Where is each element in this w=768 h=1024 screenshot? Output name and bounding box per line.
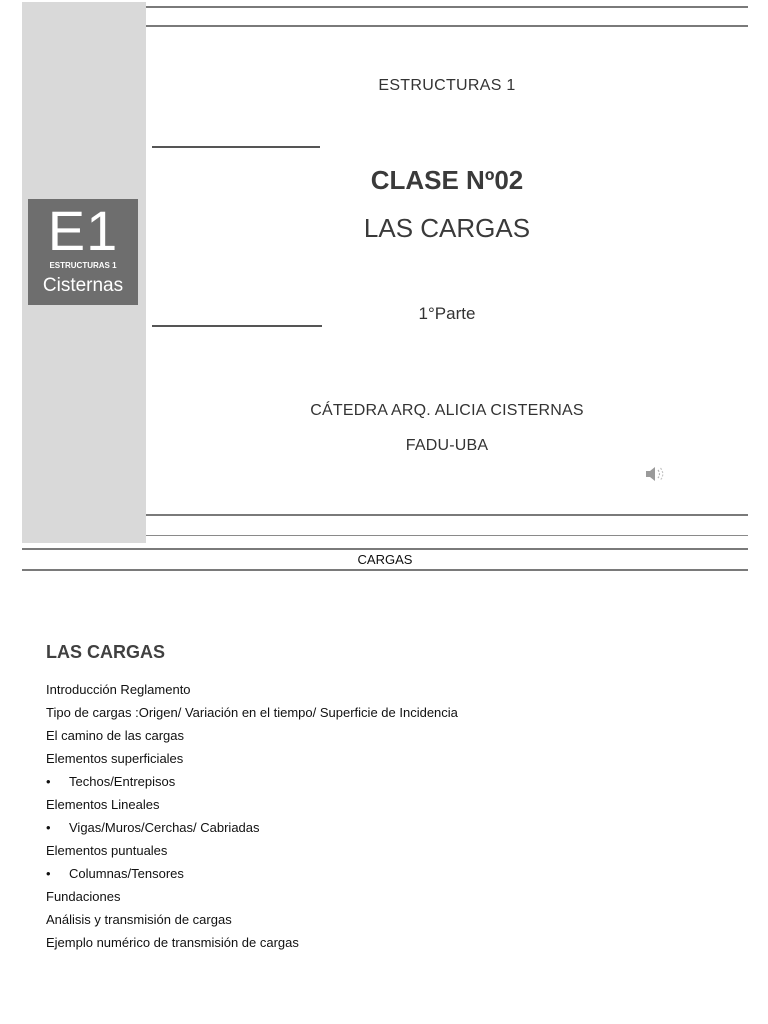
slide-sidebar [22, 2, 146, 543]
speaker-icon[interactable] [644, 464, 666, 484]
topic-subitem: • Techos/Entrepisos [46, 770, 736, 793]
footer-rule-bottom [22, 569, 748, 571]
document-body [46, 640, 736, 954]
slide-institution: FADU-UBA [405, 437, 489, 454]
left-rule-lower [152, 325, 322, 327]
course-logo [28, 199, 138, 305]
footer-rule-top [22, 548, 748, 550]
topic-list [46, 678, 736, 954]
slide-subject: ESTRUCTURAS 1 [378, 77, 516, 94]
slide-class-number: CLASE Nº02 [370, 165, 524, 195]
topic-item: Fundaciones [46, 889, 121, 904]
topic-item: Tipo de cargas :Origen/ Variación en el tiempo/ Superficie de Incidencia [46, 705, 458, 720]
topic-item: Elementos Lineales [46, 797, 160, 812]
bottom-rule-1 [146, 514, 748, 516]
document-title: LAS CARGAS [46, 642, 166, 662]
slide-chair: CÁTEDRA ARQ. ALICIA CISTERNAS [310, 402, 584, 419]
logo-name: Cisternas [42, 275, 124, 296]
topic-subitem: • Vigas/Muros/Cerchas/ Cabriadas [46, 816, 736, 839]
bottom-rule-2 [146, 535, 748, 536]
logo-code: E1 [47, 199, 119, 262]
top-rule-1 [146, 6, 748, 8]
topic-item: Introducción Reglamento [46, 682, 191, 697]
top-rule-2 [146, 25, 748, 27]
topic-item: Análisis y transmisión de cargas [46, 912, 232, 927]
slide-part: 1°Parte [418, 304, 476, 323]
slide-thumbnail [22, 2, 748, 543]
topic-item: Elementos superficiales [46, 751, 184, 766]
topic-item: Ejemplo numérico de transmisión de cargas [46, 935, 299, 950]
topic-item: El camino de las cargas [46, 728, 185, 743]
slide-title: LAS CARGAS [363, 213, 531, 243]
logo-subject: ESTRUCTURAS 1 [49, 261, 117, 270]
topic-item: Elementos puntuales [46, 843, 168, 858]
footer-label: CARGAS [357, 552, 413, 567]
topic-subitem: • Columnas/Tensores [46, 862, 736, 885]
left-rule-upper [152, 146, 320, 148]
